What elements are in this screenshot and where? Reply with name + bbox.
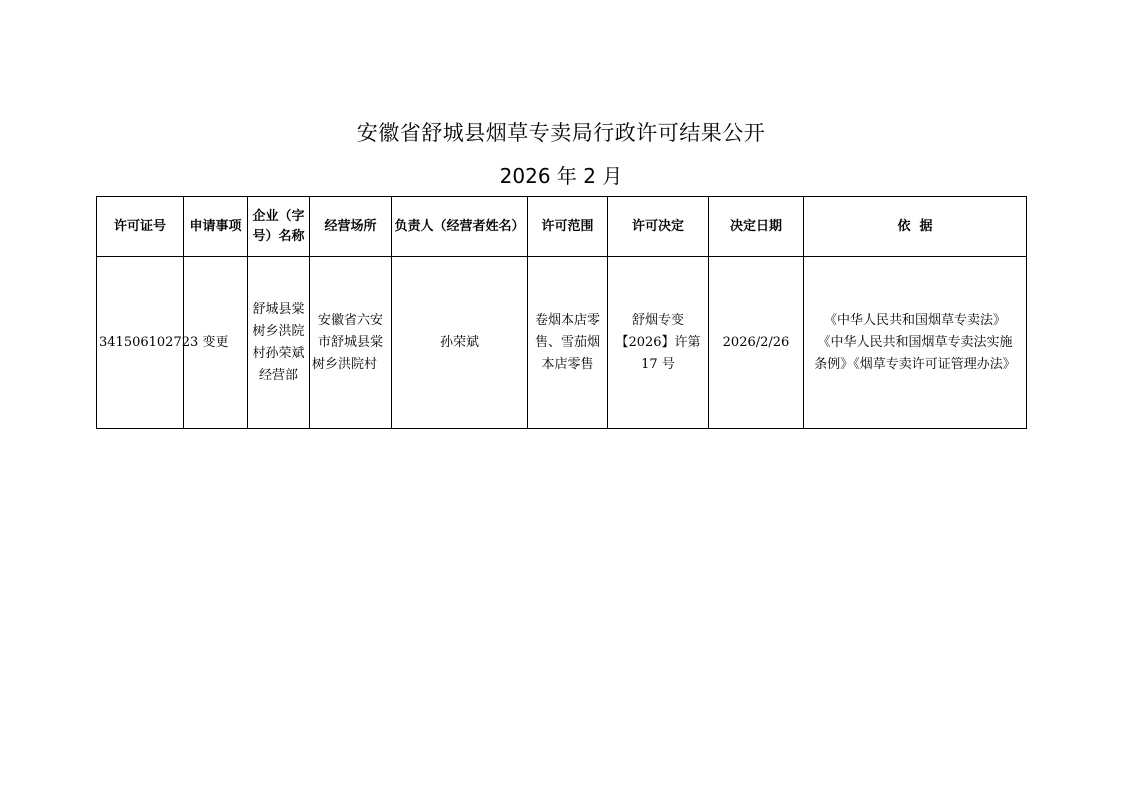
header-license-decision: 许可决定 <box>608 197 709 257</box>
cell-responsible-person: 孙荣斌 <box>392 257 528 429</box>
cell-enterprise-name: 舒城县棠树乡洪院村孙荣斌经营部 <box>248 257 310 429</box>
basis-line: 《中华人民共和国烟草专卖法实施 <box>817 334 1013 350</box>
header-application-item: 申请事项 <box>184 197 248 257</box>
header-license-scope: 许可范围 <box>528 197 608 257</box>
permit-results-table <box>96 196 1027 429</box>
cell-license-decision: 舒烟专变【2026】许第 17 号 <box>608 257 709 429</box>
cell-decision-date: 2026/2/26 <box>709 257 804 429</box>
header-enterprise-name: 企业（字号）名称 <box>248 197 310 257</box>
cell-business-place: 安徽省六安市舒城县棠树乡洪院村 <box>310 257 392 429</box>
page-title: 安徽省舒城县烟草专卖局行政许可结果公开 <box>356 121 766 145</box>
page-subtitle: 2026 年 2 月 <box>499 164 623 188</box>
table-header-row <box>97 197 1027 257</box>
cell-license-no: 341506102723 <box>97 257 184 429</box>
basis-line: 《中华人民共和国烟草专卖法》 <box>823 312 1006 328</box>
header-license-no: 许可证号 <box>97 197 184 257</box>
header-decision-date: 决定日期 <box>709 197 804 257</box>
basis-line: 条例》《烟草专卖许可证管理办法》 <box>814 356 1016 372</box>
cell-license-scope: 卷烟本店零售、雪茄烟本店零售 <box>528 257 608 429</box>
cell-application-item: 变更 <box>184 257 248 429</box>
cell-basis <box>804 257 1027 429</box>
table-row <box>97 257 1027 429</box>
header-basis: 依 据 <box>804 197 1027 257</box>
header-responsible-person: 负责人（经营者姓名） <box>392 197 528 257</box>
header-business-place: 经营场所 <box>310 197 392 257</box>
